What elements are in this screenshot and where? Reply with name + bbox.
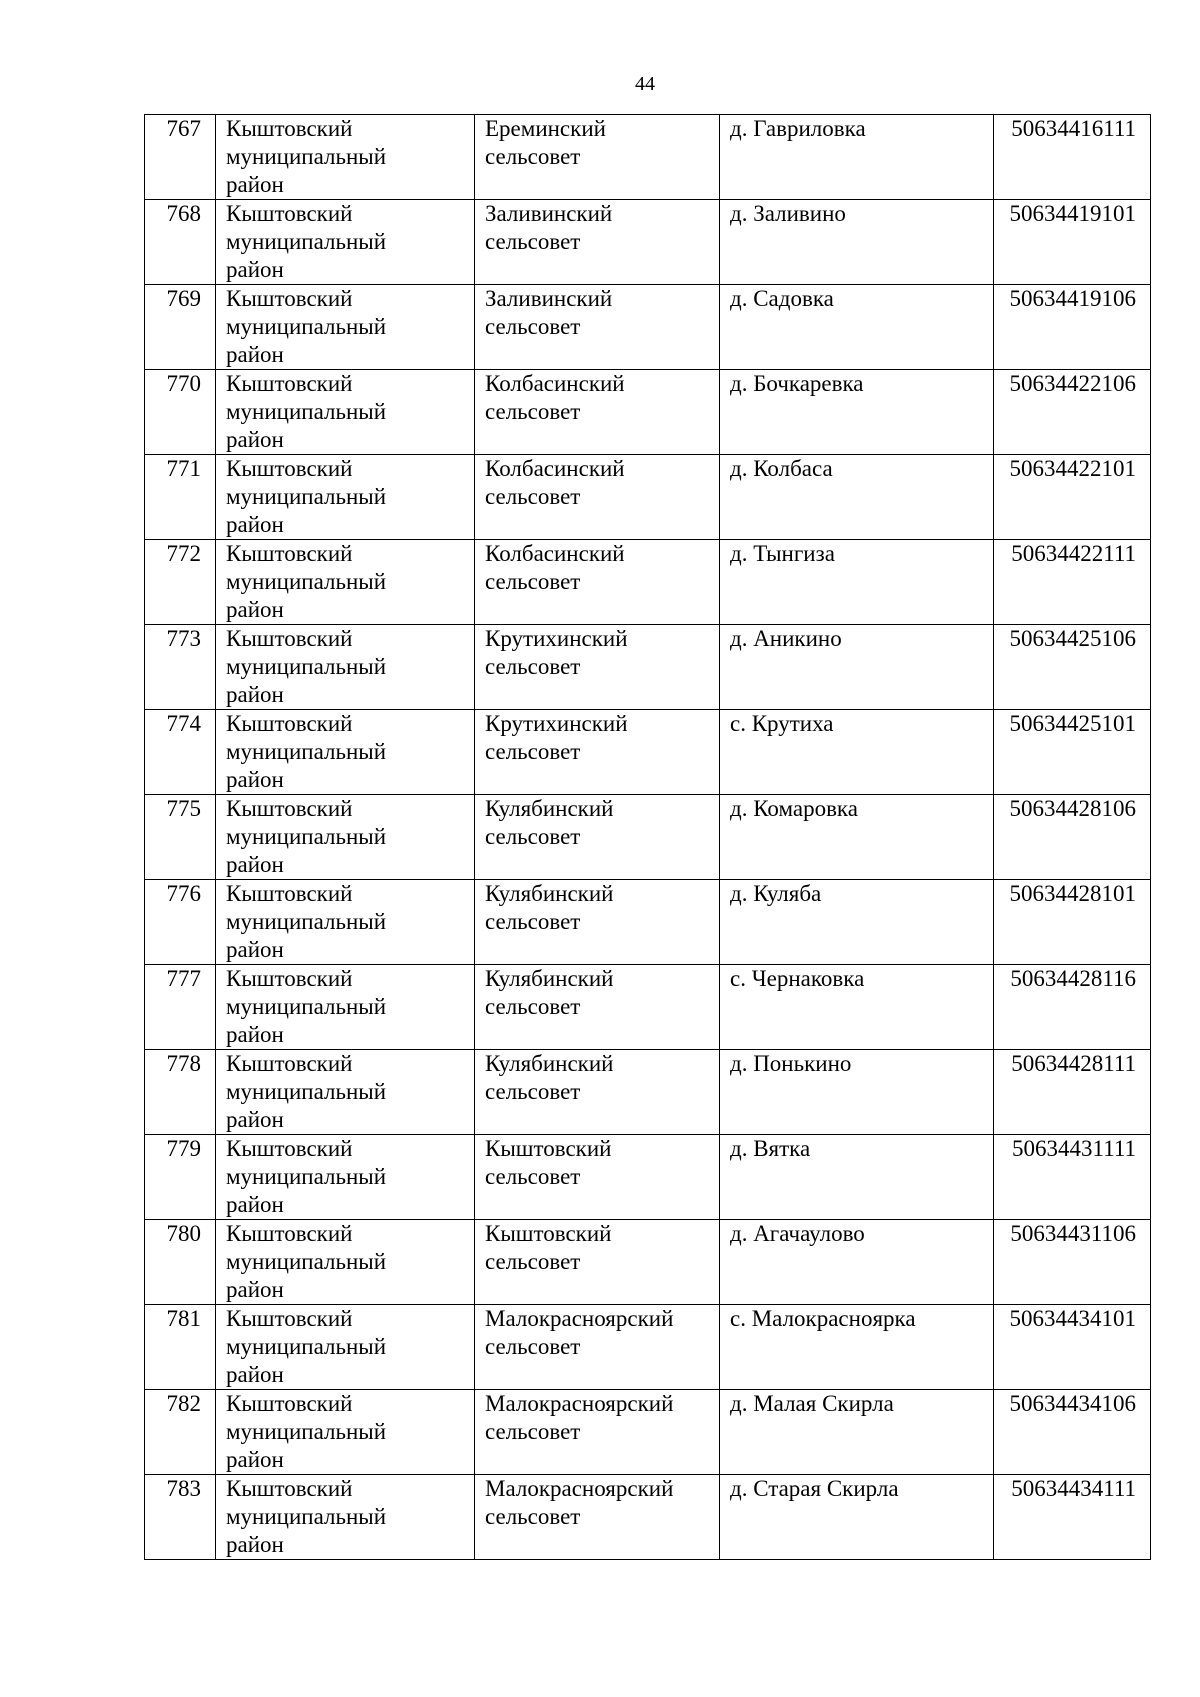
oktmo-code: 50634422111 [1011,541,1136,566]
council-cell [475,285,720,370]
district-text: Кыштовский [226,1136,353,1161]
district-cell [216,1220,475,1305]
council-cell [475,115,720,200]
settlement-cell [720,1305,994,1390]
district-text: Кыштовский [226,286,353,311]
oktmo-code-cell [994,540,1151,625]
settlement-cell [720,710,994,795]
oktmo-code-cell [994,1135,1151,1220]
row-number-cell [145,1135,216,1220]
table-row [145,965,1151,1050]
settlement-cell [720,1050,994,1135]
council-text: сельсовет [485,314,581,339]
council-text: Малокрасноярский [485,1391,674,1416]
row-number: 783 [166,1476,201,1501]
settlement-cell [720,1390,994,1475]
row-number: 779 [166,1136,201,1161]
row-number: 773 [166,626,201,651]
table-row [145,1050,1151,1135]
oktmo-code: 50634419106 [1009,286,1136,311]
district-text: муниципальный [226,1334,387,1359]
table-row [145,200,1151,285]
district-text: Кыштовский [226,626,353,651]
council-text: Кулябинский [485,881,614,906]
council-cell [475,1475,720,1560]
settlement-cell [720,795,994,880]
district-text: Кыштовский [226,1221,353,1246]
row-number-cell [145,200,216,285]
district-text: муниципальный [226,569,387,594]
council-text: Малокрасноярский [485,1306,674,1331]
council-text: Колбасинский [485,456,625,481]
council-cell [475,455,720,540]
row-number-cell [145,1220,216,1305]
settlement-name: д. Тынгиза [730,541,835,566]
district-text: район [226,172,284,197]
settlement-name: д. Вятка [730,1136,811,1161]
oktmo-code-cell [994,710,1151,795]
settlement-name: с. Чернаковка [730,966,865,991]
table-row [145,1390,1151,1475]
council-text: сельсовет [485,1504,581,1529]
council-text: Кулябинский [485,796,614,821]
district-cell [216,1135,475,1220]
row-number: 776 [166,881,201,906]
council-text: Колбасинский [485,541,625,566]
row-number: 769 [166,286,201,311]
district-text: Кыштовский [226,201,353,226]
row-number-cell [145,1475,216,1560]
row-number: 781 [166,1306,201,1331]
settlement-cell [720,540,994,625]
district-cell [216,795,475,880]
row-number-cell [145,285,216,370]
council-text: сельсовет [485,909,581,934]
row-number: 775 [166,796,201,821]
row-number-cell [145,370,216,455]
council-cell [475,625,720,710]
oktmo-code-cell [994,1475,1151,1560]
district-text: район [226,257,284,282]
settlement-cell [720,1220,994,1305]
council-text: Кыштовский [485,1136,612,1161]
oktmo-code: 50634428101 [1009,881,1136,906]
table-row [145,880,1151,965]
settlement-name: д. Заливино [730,201,846,226]
council-cell [475,1050,720,1135]
council-text: Ереминский [485,116,606,141]
council-text: сельсовет [485,824,581,849]
table-row [145,370,1151,455]
table-row [145,795,1151,880]
district-text: муниципальный [226,314,387,339]
council-text: сельсовет [485,1419,581,1444]
council-text: Крутихинский [485,626,628,651]
oktmo-code: 50634428106 [1009,796,1136,821]
oktmo-code: 50634434101 [1009,1306,1136,1331]
row-number: 767 [166,116,201,141]
oktmo-code-cell [994,880,1151,965]
oktmo-code-cell [994,455,1151,540]
district-cell [216,285,475,370]
district-text: Кыштовский [226,1391,353,1416]
district-cell [216,1390,475,1475]
settlement-cell [720,880,994,965]
council-text: сельсовет [485,739,581,764]
council-text: Колбасинский [485,371,625,396]
oktmo-code-cell [994,625,1151,710]
district-text: муниципальный [226,909,387,934]
settlement-cell [720,1135,994,1220]
settlement-cell [720,965,994,1050]
oktmo-code: 50634428116 [1010,966,1136,991]
district-text: район [226,1192,284,1217]
district-text: муниципальный [226,484,387,509]
council-text: сельсовет [485,569,581,594]
settlement-name: д. Аникино [730,626,842,651]
council-text: сельсовет [485,399,581,424]
row-number: 777 [166,966,201,991]
district-text: район [226,682,284,707]
district-text: Кыштовский [226,456,353,481]
council-cell [475,1135,720,1220]
row-number-cell [145,965,216,1050]
row-number-cell [145,115,216,200]
oktmo-code-cell [994,115,1151,200]
district-text: Кыштовский [226,881,353,906]
district-cell [216,540,475,625]
district-cell [216,1050,475,1135]
oktmo-code-cell [994,965,1151,1050]
district-text: муниципальный [226,1249,387,1274]
district-text: район [226,512,284,537]
row-number-cell [145,1390,216,1475]
settlement-cell [720,455,994,540]
row-number: 772 [166,541,201,566]
council-text: сельсовет [485,1079,581,1104]
council-cell [475,795,720,880]
table-row [145,455,1151,540]
settlement-cell [720,1475,994,1560]
settlement-cell [720,370,994,455]
district-text: район [226,1362,284,1387]
table-row [145,540,1151,625]
council-text: сельсовет [485,994,581,1019]
district-text: район [226,937,284,962]
settlement-cell [720,115,994,200]
row-number-cell [145,710,216,795]
row-number-cell [145,1050,216,1135]
district-cell [216,370,475,455]
council-text: сельсовет [485,1334,581,1359]
row-number-cell [145,795,216,880]
district-cell [216,200,475,285]
settlement-name: д. Куляба [730,881,822,906]
oktmo-code: 50634419101 [1009,201,1136,226]
district-text: муниципальный [226,399,387,424]
row-number-cell [145,540,216,625]
oktmo-code: 50634428111 [1011,1051,1136,1076]
settlement-cell [720,285,994,370]
row-number: 782 [166,1391,201,1416]
council-text: Малокрасноярский [485,1476,674,1501]
council-text: Заливинский [485,201,613,226]
table-row [145,285,1151,370]
district-cell [216,455,475,540]
council-cell [475,1305,720,1390]
oktmo-code: 50634425106 [1009,626,1136,651]
district-text: Кыштовский [226,796,353,821]
district-text: Кыштовский [226,711,353,736]
council-text: Крутихинский [485,711,628,736]
council-cell [475,540,720,625]
council-cell [475,1390,720,1475]
district-text: муниципальный [226,229,387,254]
settlement-name: с. Крутиха [730,711,834,736]
oktmo-code: 50634425101 [1009,711,1136,736]
settlement-name: д. Агачаулово [730,1221,865,1246]
oktmo-code-cell [994,795,1151,880]
oktmo-code-cell [994,1220,1151,1305]
settlement-name: д. Старая Скирла [730,1476,899,1501]
settlements-table [144,114,1151,1560]
district-text: Кыштовский [226,116,353,141]
district-text: муниципальный [226,144,387,169]
council-cell [475,1220,720,1305]
table-row [145,1220,1151,1305]
council-cell [475,965,720,1050]
oktmo-code-cell [994,1050,1151,1135]
district-text: район [226,1022,284,1047]
settlement-cell [720,200,994,285]
district-text: муниципальный [226,1164,387,1189]
table-row [145,710,1151,795]
settlement-name: с. Малокраснoярка [730,1306,916,1331]
district-text: Кыштовский [226,1476,353,1501]
row-number: 780 [166,1221,201,1246]
district-text: Кыштовский [226,1051,353,1076]
oktmo-code: 50634434106 [1009,1391,1136,1416]
district-text: Кыштовский [226,1306,353,1331]
council-text: сельсовет [485,144,581,169]
settlement-cell [720,625,994,710]
district-text: муниципальный [226,654,387,679]
council-cell [475,710,720,795]
table-row [145,1475,1151,1560]
district-cell [216,965,475,1050]
district-text: район [226,1532,284,1557]
oktmo-code-cell [994,370,1151,455]
council-text: сельсовет [485,229,581,254]
row-number-cell [145,1305,216,1390]
council-text: сельсовет [485,484,581,509]
row-number-cell [145,625,216,710]
oktmo-code-cell [994,200,1151,285]
council-cell [475,370,720,455]
district-text: муниципальный [226,994,387,1019]
district-cell [216,1305,475,1390]
table-row [145,1305,1151,1390]
council-text: сельсовет [485,1249,581,1274]
table-row [145,115,1151,200]
oktmo-code-cell [994,285,1151,370]
district-text: муниципальный [226,1419,387,1444]
council-text: Кулябинский [485,966,614,991]
table-body [145,115,1151,1560]
page-number: 44 [635,73,655,95]
district-text: муниципальный [226,1079,387,1104]
district-cell [216,710,475,795]
district-text: район [226,852,284,877]
district-text: Кыштовский [226,371,353,396]
council-cell [475,880,720,965]
settlement-name: д. Колбаса [730,456,833,481]
district-text: район [226,1277,284,1302]
row-number: 771 [166,456,201,481]
district-cell [216,115,475,200]
table-row [145,625,1151,710]
council-text: Заливинский [485,286,613,311]
council-text: Кулябинский [485,1051,614,1076]
row-number: 768 [166,201,201,226]
district-cell [216,625,475,710]
table-row [145,1135,1151,1220]
settlement-name: д. Малая Скирла [730,1391,894,1416]
district-cell [216,1475,475,1560]
oktmo-code: 50634431106 [1010,1221,1136,1246]
council-text: сельсовет [485,654,581,679]
row-number-cell [145,880,216,965]
district-text: район [226,767,284,792]
district-text: муниципальный [226,1504,387,1529]
settlement-name: д. Комаровка [730,796,858,821]
district-text: муниципальный [226,824,387,849]
oktmo-code: 50634431111 [1012,1136,1136,1161]
settlement-name: д. Садовка [730,286,834,311]
row-number: 774 [166,711,201,736]
district-text: Кыштовский [226,966,353,991]
council-text: Кыштовский [485,1221,612,1246]
oktmo-code-cell [994,1390,1151,1475]
district-text: Кыштовский [226,541,353,566]
row-number-cell [145,455,216,540]
row-number: 770 [166,371,201,396]
district-text: муниципальный [226,739,387,764]
oktmo-code: 50634416111 [1011,116,1136,141]
council-cell [475,200,720,285]
district-text: район [226,597,284,622]
row-number: 778 [166,1051,201,1076]
district-text: район [226,1107,284,1132]
oktmo-code: 50634422106 [1009,371,1136,396]
district-text: район [226,1447,284,1472]
council-text: сельсовет [485,1164,581,1189]
settlement-name: д. Понькино [730,1051,852,1076]
oktmo-code-cell [994,1305,1151,1390]
district-cell [216,880,475,965]
oktmo-code: 50634422101 [1009,456,1136,481]
oktmo-code: 50634434111 [1011,1476,1136,1501]
settlement-name: д. Бочкаревка [730,371,864,396]
district-text: район [226,342,284,367]
district-text: район [226,427,284,452]
settlement-name: д. Гавриловка [730,116,866,141]
